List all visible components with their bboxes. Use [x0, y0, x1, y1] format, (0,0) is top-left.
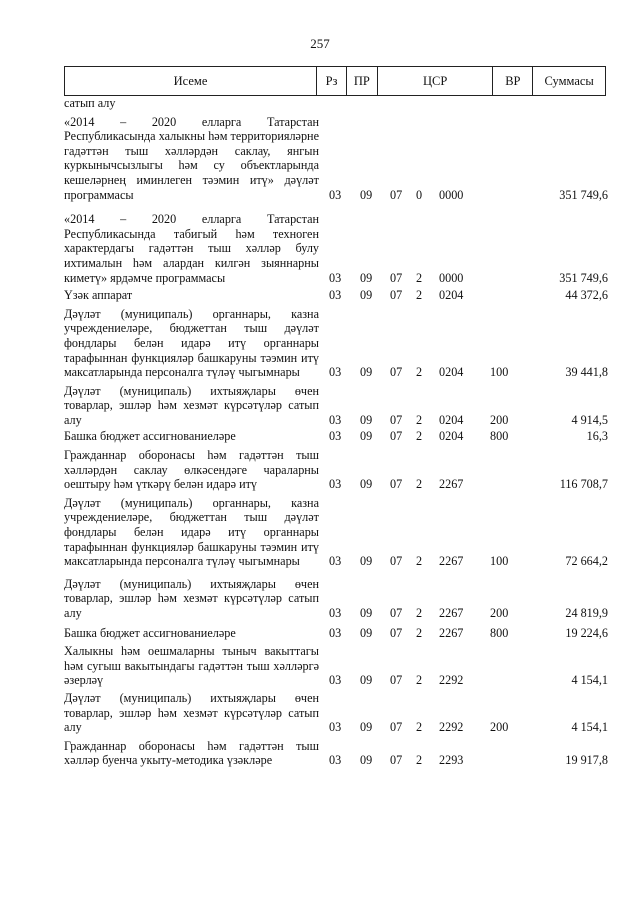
- header-vr: ВР: [493, 67, 533, 95]
- table-row: [64, 212, 624, 285]
- row-c2: 2: [416, 412, 423, 427]
- row-c1: 07: [390, 270, 403, 285]
- row-c2: 2: [416, 753, 423, 768]
- row-c3: 2267: [439, 625, 464, 640]
- row-c2: 2: [416, 288, 423, 303]
- row-vr: 200: [490, 412, 509, 427]
- row-c2: 2: [416, 429, 423, 444]
- row-sum: 351 749,6: [559, 270, 608, 285]
- row-vr: 100: [490, 365, 509, 380]
- row-c3: 2267: [439, 477, 464, 492]
- row-sum: 19 224,6: [565, 625, 608, 640]
- table-header: [64, 66, 606, 96]
- row-pr: 09: [360, 753, 373, 768]
- row-c1: 07: [390, 187, 403, 202]
- row-pr: 09: [360, 606, 373, 620]
- row-c3: 2292: [439, 673, 464, 688]
- row-sum: 19 917,8: [565, 753, 608, 768]
- row-c1: 07: [390, 625, 403, 640]
- row-vr: 200: [490, 606, 509, 620]
- row-rz: 03: [329, 720, 342, 735]
- row-rz: 03: [329, 477, 342, 492]
- row-pr: 09: [360, 625, 373, 640]
- row-c2: 2: [416, 554, 423, 569]
- row-rz: 03: [329, 288, 342, 303]
- row-vr: 200: [490, 720, 509, 735]
- row-c3: 2292: [439, 720, 464, 735]
- row-name: сатып алу: [64, 96, 116, 110]
- row-c3: 2267: [439, 554, 464, 569]
- row-rz: 03: [329, 365, 342, 380]
- header-pr: ПР: [347, 67, 378, 95]
- table-body: [64, 96, 624, 772]
- row-vr: 100: [490, 554, 509, 569]
- row-rz: 03: [329, 606, 342, 620]
- row-pr: 09: [360, 429, 373, 444]
- row-c1: 07: [390, 606, 403, 620]
- row-sum: 351 749,6: [559, 187, 608, 202]
- row-pr: 09: [360, 673, 373, 688]
- table-row: [64, 577, 624, 621]
- row-sum: 24 819,9: [565, 606, 608, 620]
- header-sum: Суммасы: [544, 73, 594, 88]
- row-vr: 800: [490, 429, 509, 444]
- row-name: Гражданнар оборонасы һәм гадәттән тыш хәлләрдән саклау өлкәсендәге чараларны оештыру һәм үткәрү белән идарә итү: [64, 448, 319, 492]
- row-name: «2014 – 2020 елларга Татарстан Республикасында табигый һәм техноген характердагы гадәттән тыш хәлләр булу ихтималын һәм алардан килгән зыяннарны киметү» ярдәмче программасы: [64, 212, 319, 285]
- row-c2: 2: [416, 625, 423, 640]
- row-c1: 07: [390, 720, 403, 735]
- row-pr: 09: [360, 477, 373, 492]
- header-name: Исеме: [65, 67, 317, 95]
- row-c2: 2: [416, 365, 423, 380]
- row-c3: 0000: [439, 187, 464, 202]
- row-c1: 07: [390, 412, 403, 427]
- row-c3: 0000: [439, 270, 464, 285]
- row-c1: 07: [390, 365, 403, 380]
- row-rz: 03: [329, 270, 342, 285]
- table-row: [64, 496, 624, 569]
- row-c1: 07: [390, 288, 403, 303]
- row-sum: 4 154,1: [571, 673, 608, 688]
- row-c1: 07: [390, 477, 403, 492]
- table-row: [64, 307, 624, 380]
- row-c3: 0204: [439, 288, 464, 303]
- row-pr: 09: [360, 412, 373, 427]
- row-pr: 09: [360, 365, 373, 380]
- row-c1: 07: [390, 554, 403, 569]
- row-name: Башка бюджет ассигнованиеләре: [64, 429, 236, 444]
- row-pr: 09: [360, 270, 373, 285]
- row-sum: 4 154,1: [571, 720, 608, 735]
- table-row: [64, 384, 624, 428]
- table-row: [64, 96, 624, 111]
- row-c2: 2: [416, 477, 423, 492]
- row-rz: 03: [329, 554, 342, 569]
- row-sum: 72 664,2: [565, 554, 608, 569]
- row-c1: 07: [390, 429, 403, 444]
- row-c3: 0204: [439, 365, 464, 380]
- row-c3: 0204: [439, 429, 464, 444]
- row-name: Дәүләт (муниципаль) ихтыяҗлары өчен товарлар, эшләр һәм хезмәт күрсәтүләр сатып алу: [64, 576, 319, 620]
- row-pr: 09: [360, 720, 373, 735]
- row-rz: 03: [329, 412, 342, 427]
- row-pr: 09: [360, 554, 373, 569]
- row-c2: 0: [416, 187, 423, 202]
- row-name: Гражданнар оборонасы һәм гадәттән тыш хәлләр буенча укыту-методика үзәкләре: [64, 738, 319, 768]
- row-sum: 4 914,5: [571, 412, 608, 427]
- table-row: [64, 115, 624, 203]
- row-c2: 2: [416, 606, 423, 620]
- row-sum: 44 372,6: [565, 288, 608, 303]
- row-c3: 0204: [439, 412, 464, 427]
- row-name: Дәүләт (муниципаль) органнары, казна учреждениеләре, бюджеттан тыш дәүләт фондлары белән идарә итү органнары тарафыннан функцияләр башкаруны тәэмин итү максатларында персоналга түләү чыгымнары: [64, 306, 319, 380]
- row-c2: 2: [416, 673, 423, 688]
- row-c3: 2293: [439, 753, 464, 768]
- row-name: Башка бюджет ассигнованиеләре: [64, 625, 236, 640]
- row-name: Үзәк аппарат: [64, 288, 133, 303]
- row-name: «2014 – 2020 елларга Татарстан Республикасында халыкны һәм территорияләрне гадәттән тыш хәлләрдән саклау, янгын куркынычсызлыгы һәм су объектларында кешеләрнең иминлеген тәэмин итү» дәүләт программасы: [64, 114, 319, 202]
- row-c3: 2267: [439, 606, 464, 620]
- page-number: 257: [310, 36, 330, 51]
- row-rz: 03: [329, 187, 342, 202]
- table-row: [64, 429, 624, 444]
- table-row: [64, 644, 624, 688]
- row-vr: 800: [490, 625, 509, 640]
- row-name: Дәүләт (муниципаль) ихтыяҗлары өчен товарлар, эшләр һәм хезмәт күрсәтүләр сатып алу: [64, 383, 319, 427]
- table-row: [64, 739, 624, 768]
- row-pr: 09: [360, 187, 373, 202]
- row-rz: 03: [329, 625, 342, 640]
- row-name: Халыкны һәм оешмаларны тыныч вакыттагы һәм сугыш вакытындагы гадәттән тыш хәлләргә әзерләү: [64, 644, 319, 688]
- table-row: [64, 691, 624, 735]
- row-pr: 09: [360, 288, 373, 303]
- row-c2: 2: [416, 270, 423, 285]
- row-rz: 03: [329, 753, 342, 768]
- row-sum: 39 441,8: [565, 365, 608, 380]
- header-csr: ЦСР: [378, 67, 494, 95]
- row-c2: 2: [416, 720, 423, 735]
- table-row: [64, 626, 624, 641]
- header-rz: Рз: [317, 67, 347, 95]
- row-c1: 07: [390, 753, 403, 768]
- row-sum: 116 708,7: [559, 477, 608, 492]
- row-sum: 16,3: [586, 429, 608, 444]
- row-name: Дәүләт (муниципаль) ихтыяҗлары өчен товарлар, эшләр һәм хезмәт күрсәтүләр сатып алу: [64, 690, 319, 735]
- table-row: [64, 448, 624, 492]
- table-row: [64, 288, 624, 303]
- row-rz: 03: [329, 673, 342, 688]
- row-c1: 07: [390, 673, 403, 688]
- row-rz: 03: [329, 429, 342, 444]
- row-name: Дәүләт (муниципаль) органнары, казна учреждениеләре, бюджеттан тыш дәүләт фондлары белән идарә итү органнары тарафыннан функцияләр башкаруны тәэмин итү максатларында персоналга түләү чыгымнары: [64, 495, 319, 569]
